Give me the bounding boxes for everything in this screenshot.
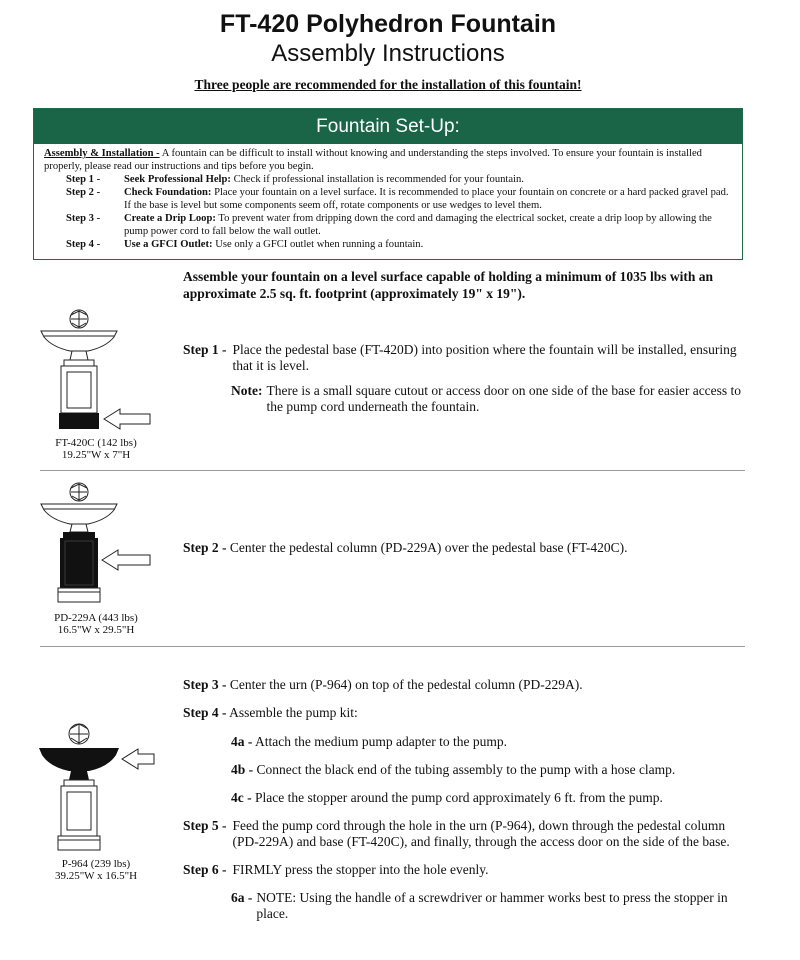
step-text: Feed the pump cord through the hole in the urn (P-964), down through the pedestal column (PD-229A) and base (FT-420C), and finally, through the access door on the side of the base. <box>232 818 730 849</box>
step-2 <box>183 540 743 556</box>
part-caption-name: FT-420C (142 lbs) <box>55 437 137 449</box>
fountain-figure-urn-highlighted <box>36 718 160 856</box>
setup-step-number: Step 1 - <box>66 174 101 185</box>
setup-step-text: Use only a GFCI outlet when running a fountain. <box>212 239 424 250</box>
substep-text: Attach the medium pump adapter to the pump. <box>255 734 507 749</box>
setup-step <box>44 186 732 212</box>
section-divider <box>40 646 745 647</box>
step-label: Step 1 - <box>183 342 227 357</box>
substep-text: Place the stopper around the pump cord approximately 6 ft. from the pump. <box>255 790 663 805</box>
setup-step-label: Check Foundation: <box>124 187 212 198</box>
step-label: Step 5 - <box>183 818 227 833</box>
step-1-note <box>183 383 743 415</box>
setup-intro-label: Assembly & Installation - <box>44 148 160 159</box>
step-4 <box>183 705 748 721</box>
surface-requirements: Assemble your fountain on a level surface capable of holding a minimum of 1035 lbs with an approximate 2.5 sq. ft. footprint (approximately 19" x 19"). <box>183 269 714 301</box>
setup-body <box>34 144 742 251</box>
setup-intro <box>44 147 732 173</box>
part-caption-size: 16.5"W x 29.5"H <box>57 624 135 636</box>
step-4c <box>183 790 748 806</box>
step-text: Center the pedestal column (PD-229A) over the pedestal base (FT-420C). <box>229 540 628 555</box>
fountain-setup-box <box>33 108 743 260</box>
part-caption <box>36 858 156 882</box>
setup-step-text: Check if professional installation is recommended for your fountain. <box>230 174 524 185</box>
step-1 <box>183 342 743 374</box>
step-label: Step 2 - <box>183 540 227 555</box>
part-caption-name: PD-229A (443 lbs) <box>54 612 138 624</box>
setup-step-text: Place your fountain on a level surface. It is recommended to place your fountain on concrete or a hard packed gravel pad. If the base is level but some components seem off, rotate components or use wedges to level them. <box>124 187 729 211</box>
document-subtitle: Assembly Instructions <box>271 40 505 67</box>
setup-step-label: Use a GFCI Outlet: <box>124 239 213 250</box>
note-label: Note: <box>231 383 263 398</box>
step-6 <box>183 862 748 878</box>
setup-step <box>44 173 732 186</box>
step-text: FIRMLY press the stopper into the hole evenly. <box>232 862 489 877</box>
step-6a <box>183 890 748 922</box>
setup-step-number: Step 2 - <box>66 187 101 198</box>
step-label: Step 3 - <box>183 677 227 692</box>
part-caption-size: 39.25"W x 16.5"H <box>54 870 138 882</box>
step-3-6-block <box>183 677 748 922</box>
part-caption <box>36 612 156 636</box>
step-4a <box>183 734 748 750</box>
setup-step-label: Create a Drip Loop: <box>124 213 216 224</box>
step-3 <box>183 677 748 693</box>
setup-intro-text: A fountain can be difficult to install without knowing and understanding the steps involved. To ensure your fountain is installed properly, please read our instructions and tips before you begin. <box>44 148 702 172</box>
setup-step <box>44 212 732 238</box>
setup-step-number: Step 3 - <box>66 213 101 224</box>
substep-label: 4c - <box>231 790 252 805</box>
step-label: Step 6 - <box>183 862 227 877</box>
step-5 <box>183 818 748 850</box>
part-caption <box>36 437 156 461</box>
part-caption-name: P-964 (239 lbs) <box>61 858 131 870</box>
step-text: Assemble the pump kit: <box>229 705 358 720</box>
step-1-block <box>183 342 743 415</box>
setup-step-number: Step 4 - <box>66 239 101 250</box>
section-divider <box>40 470 745 471</box>
step-text: Place the pedestal base (FT-420D) into position where the fountain will be installed, ensuring that it is level. <box>232 342 737 373</box>
substep-label: 6a - <box>231 890 253 905</box>
step-label: Step 4 - <box>183 705 227 720</box>
setup-step-text: To prevent water from dripping down the cord and damaging the electrical socket, create a drip loop by allowing the pump power cord to fall below the wall outlet. <box>124 213 712 237</box>
note-text: There is a small square cutout or access door on one side of the base for easier access to the pump cord underneath the fountain. <box>266 383 742 414</box>
setup-heading: Fountain Set-Up: <box>34 109 742 144</box>
step-4b <box>183 762 748 778</box>
substep-label: 4b - <box>231 762 254 777</box>
fountain-figure-base-highlighted <box>36 305 160 435</box>
setup-step-label: Seek Professional Help: <box>124 174 231 185</box>
step-text: Center the urn (P-964) on top of the pedestal column (PD-229A). <box>229 677 583 692</box>
setup-step <box>44 238 732 251</box>
substep-text: NOTE: Using the handle of a screwdriver or hammer works best to press the stopper in place. <box>256 890 728 921</box>
substep-label: 4a - <box>231 734 253 749</box>
document-title: FT-420 Polyhedron Fountain <box>219 10 557 38</box>
fountain-figure-column-highlighted <box>36 478 160 608</box>
part-caption-size: 19.25"W x 7"H <box>61 449 131 461</box>
substep-text: Connect the black end of the tubing assembly to the pump with a hose clamp. <box>256 762 676 777</box>
installation-warning: Three people are recommended for the installation of this fountain! <box>194 77 582 92</box>
